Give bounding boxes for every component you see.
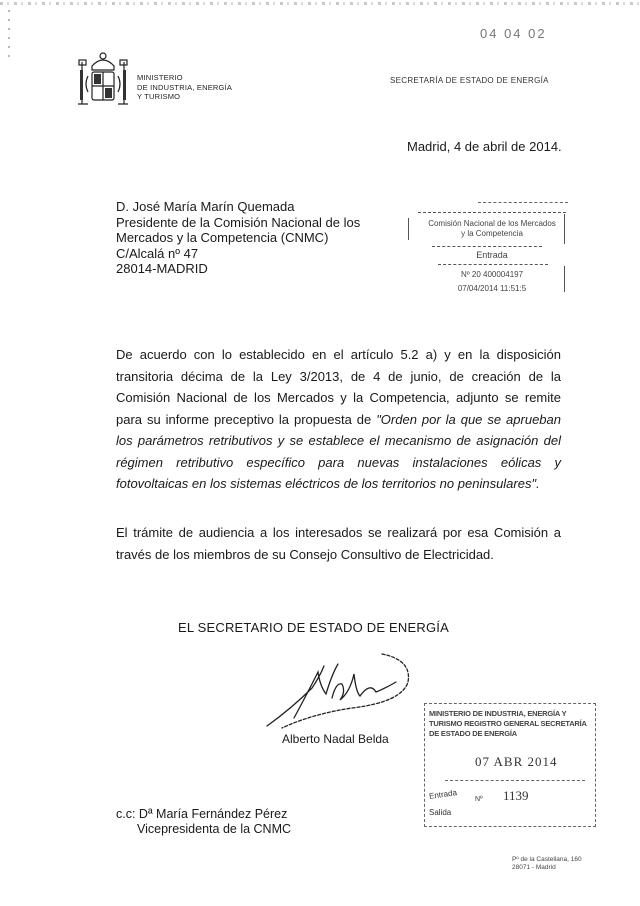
- stamp-border: [438, 264, 548, 265]
- body-paragraph-1: [116, 344, 561, 495]
- registry-salida-label: Salida: [429, 808, 452, 817]
- handwritten-signature-icon: [262, 652, 422, 732]
- cc-role: Vicepresidenta de la CNMC: [137, 822, 292, 836]
- ministry-line: Y TURISMO: [137, 92, 181, 101]
- letter-date: Madrid, 4 de abril de 2014.: [407, 139, 562, 154]
- footer-address-line: Pº de la Castellana, 160: [512, 856, 582, 863]
- registry-number: 04 04 02: [480, 26, 547, 41]
- registry-stamp-header: MINISTERIO DE INDUSTRIA, ENERGÍA Y TURISMO REGISTRO GENERAL SECRETARÍA DE ESTADO DE ENERGÍA: [429, 709, 587, 738]
- addressee-block: [116, 199, 360, 277]
- footer-address-line: 28071 - Madrid: [512, 864, 556, 871]
- stamp-org-line: Comisión Nacional de los Mercados: [428, 219, 556, 228]
- body-paragraph-2: El trámite de audiencia a los interesados se realizará por esa Comisión a través de los miembros de su Consejo Consultivo de Electricidad.: [116, 525, 561, 562]
- carbon-copy: [116, 807, 291, 837]
- addressee-line: Mercados y la Competencia (CNMC): [116, 230, 329, 245]
- department-name: SECRETARÍA DE ESTADO DE ENERGÍA: [390, 76, 549, 85]
- addressee-line: Presidente de la Comisión Nacional de los: [116, 214, 361, 230]
- scan-noise-left: [8, 10, 10, 60]
- paragraph-text: De acuerdo con lo establecido en el artículo 5.2 a) y en la disposición transitoria décima de la Ley 3/2013, de 4 de junio, de creación de la Comisión Nacional de los Mercados y la Competencia, adjunto se remite para su informe preceptivo la propuesta de: [116, 347, 561, 427]
- stamp-border: [408, 218, 409, 240]
- registry-stamp: [424, 703, 596, 827]
- scan-noise-top: [0, 2, 640, 5]
- stamp-label: Entrada: [476, 250, 508, 260]
- stamp-border: [418, 212, 566, 213]
- cc-recipient: c.c: Dª María Fernández Pérez: [116, 807, 288, 821]
- signer-title: EL SECRETARIO DE ESTADO DE ENERGÍA: [178, 620, 449, 635]
- order-title: "Orden por la que se aprueban los parámetros retributivos y se establece el mecanismo de asignación del régimen retributivo específico para nuevas instalaciones eólicas y fotovoltaicas en los sistemas eléctricos de los territorios no peninsulares".: [116, 411, 561, 491]
- registry-n-label: Nº: [475, 796, 483, 803]
- ministry-line: DE INDUSTRIA, ENERGÍA: [137, 82, 233, 92]
- stamp-datetime: 07/04/2014 11:51:5: [457, 284, 527, 293]
- addressee-line: 28014-MADRID: [116, 261, 208, 276]
- registry-stamp-date: 07 ABR 2014: [475, 754, 558, 769]
- registry-entrada-label: Entrada: [428, 788, 458, 801]
- stamp-border: [478, 202, 568, 203]
- cnmc-entry-stamp: [408, 200, 566, 296]
- addressee-line: C/Alcalá nº 47: [116, 245, 199, 261]
- registry-number-value: 1139: [503, 788, 529, 803]
- stamp-border: [432, 246, 542, 247]
- ministry-name: [137, 73, 232, 102]
- stamp-number: Nº 20 400004197: [460, 270, 524, 279]
- ministry-line: MINISTERIO: [137, 73, 183, 82]
- stamp-org-line: y la Competencia: [461, 229, 523, 238]
- addressee-line: D. José María Marín Quemada: [116, 199, 295, 214]
- stamp-divider: [445, 780, 585, 781]
- footer-address: [512, 856, 582, 872]
- signer-name: Alberto Nadal Belda: [282, 732, 389, 746]
- coat-of-arms-icon: [74, 50, 132, 110]
